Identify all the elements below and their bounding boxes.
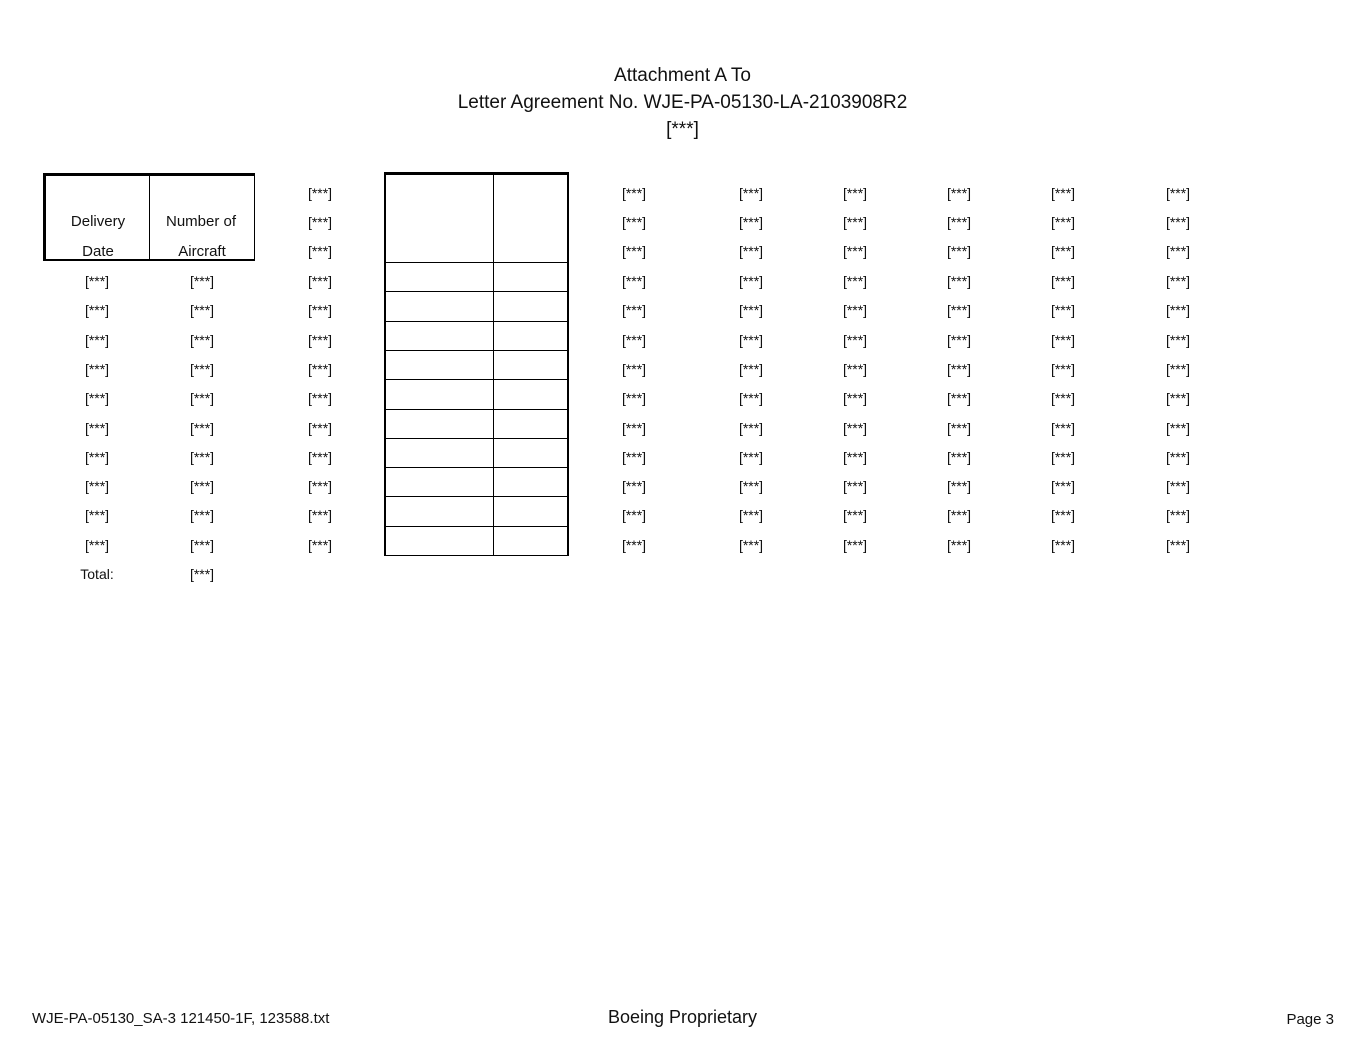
table-cell: [***] (84, 302, 110, 319)
table-cell: [***] (1050, 390, 1076, 407)
table-cell: [***] (842, 536, 868, 553)
table-cell: [***] (1165, 331, 1191, 348)
table-cell: [***] (842, 390, 868, 407)
table-cell: [***] (738, 331, 764, 348)
table-cell: [***] (1165, 360, 1191, 377)
grid-right-border (567, 173, 569, 556)
table-cell: [***] (1050, 214, 1076, 230)
grid-row-line (384, 291, 569, 292)
table-cell: [***] (307, 185, 333, 201)
table-cell: [***] (842, 185, 868, 201)
table-cell: [***] (189, 302, 215, 319)
table-cell: [***] (738, 185, 764, 201)
table-cell: [***] (946, 243, 972, 259)
table-cell: [***] (946, 507, 972, 524)
table-cell: [***] (621, 536, 647, 553)
table-cell: [***] (738, 214, 764, 230)
table-cell: [***] (1165, 302, 1191, 319)
number-of-aircraft-header-2: Aircraft (178, 243, 226, 260)
table-cell: [***] (189, 448, 215, 465)
table-cell: [***] (738, 302, 764, 319)
table-cell: [***] (1165, 419, 1191, 436)
table-cell: [***] (84, 331, 110, 348)
table-cell: [***] (946, 185, 972, 201)
table-cell: [***] (189, 536, 215, 553)
table-cell: [***] (621, 419, 647, 436)
grid-row-line (384, 496, 569, 497)
grid-row-line (384, 262, 569, 263)
table-cell: [***] (189, 331, 215, 348)
table-cell: [***] (946, 273, 972, 289)
table-cell: [***] (738, 243, 764, 259)
table-cell: [***] (738, 478, 764, 495)
table-cell: [***] (1050, 360, 1076, 377)
table-cell: [***] (307, 214, 333, 230)
table-cell: [***] (946, 302, 972, 319)
table-cell: [***] (621, 448, 647, 465)
table-cell: [***] (307, 536, 333, 553)
table-cell: [***] (621, 214, 647, 230)
table-cell: [***] (1050, 536, 1076, 553)
table-cell: [***] (1050, 448, 1076, 465)
table-cell: [***] (842, 243, 868, 259)
table-cell: [***] (842, 507, 868, 524)
table-cell: [***] (621, 507, 647, 524)
table-cell: [***] (307, 302, 333, 319)
table-cell: [***] (842, 214, 868, 230)
grid-row-line (384, 321, 569, 322)
table-cell: [***] (307, 507, 333, 524)
total-label: Total: (80, 566, 114, 582)
title-line-1: Attachment A To (614, 65, 751, 86)
table-cell: [***] (738, 419, 764, 436)
table-cell: [***] (1165, 478, 1191, 495)
total-value: [***] (189, 566, 215, 582)
table-cell: [***] (84, 507, 110, 524)
table-cell: [***] (307, 448, 333, 465)
table-cell: [***] (621, 478, 647, 495)
table-cell: [***] (842, 331, 868, 348)
table-cell: [***] (842, 273, 868, 289)
grid-row-line (384, 379, 569, 380)
grid-left-border (384, 173, 386, 556)
table-cell: [***] (842, 448, 868, 465)
title-line-3: [***] (666, 119, 699, 140)
table-cell: [***] (84, 536, 110, 553)
table-cell: [***] (738, 448, 764, 465)
grid-row-line (384, 438, 569, 439)
grid-row-line (384, 526, 569, 527)
table-cell: [***] (1050, 419, 1076, 436)
footer-document-reference: WJE-PA-05130_SA-3 121450-1F, 123588.txt (32, 1010, 330, 1027)
table-cell: [***] (946, 419, 972, 436)
table-cell: [***] (738, 360, 764, 377)
grid-middle-border (493, 173, 494, 556)
table-cell: [***] (738, 390, 764, 407)
table-cell: [***] (84, 273, 110, 289)
table-cell: [***] (621, 273, 647, 289)
table-cell: [***] (189, 273, 215, 289)
delivery-date-header-2: Date (82, 243, 114, 260)
table-cell: [***] (946, 478, 972, 495)
table-cell: [***] (1050, 507, 1076, 524)
table-cell: [***] (84, 390, 110, 407)
table-cell: [***] (189, 360, 215, 377)
table-cell: [***] (1165, 507, 1191, 524)
table-cell: [***] (1165, 448, 1191, 465)
table-cell: [***] (946, 448, 972, 465)
table-cell: [***] (307, 243, 333, 259)
table-cell: [***] (1050, 243, 1076, 259)
table-cell: [***] (738, 273, 764, 289)
table-cell: [***] (946, 536, 972, 553)
title-line-2: Letter Agreement No. WJE-PA-05130-LA-2103908R2 (457, 92, 908, 113)
table-cell: [***] (307, 419, 333, 436)
table-cell: [***] (307, 478, 333, 495)
table-cell: [***] (307, 390, 333, 407)
table-cell: [***] (1050, 478, 1076, 495)
table-cell: [***] (621, 243, 647, 259)
table-cell: [***] (1165, 243, 1191, 259)
table-cell: [***] (1165, 390, 1191, 407)
table-cell: [***] (189, 507, 215, 524)
table-cell: [***] (842, 478, 868, 495)
table-cell: [***] (1165, 185, 1191, 201)
table-cell: [***] (1165, 536, 1191, 553)
table-cell: [***] (189, 390, 215, 407)
table-cell: [***] (946, 390, 972, 407)
table-cell: [***] (1050, 302, 1076, 319)
table-cell: [***] (842, 302, 868, 319)
table-cell: [***] (842, 360, 868, 377)
table-cell: [***] (842, 419, 868, 436)
table-cell: [***] (1165, 273, 1191, 289)
table-cell: [***] (946, 331, 972, 348)
table-cell: [***] (946, 214, 972, 230)
table-cell: [***] (1050, 331, 1076, 348)
table-cell: [***] (621, 331, 647, 348)
grid-row-line (384, 350, 569, 351)
table-cell: [***] (621, 302, 647, 319)
table-cell: [***] (84, 448, 110, 465)
table-cell: [***] (621, 185, 647, 201)
table-cell: [***] (307, 331, 333, 348)
table-cell: [***] (84, 360, 110, 377)
number-of-aircraft-header-1: Number of (165, 213, 237, 230)
table-cell: [***] (1050, 185, 1076, 201)
grid-top-border (384, 172, 569, 175)
table-cell: [***] (738, 507, 764, 524)
table-cell: [***] (946, 360, 972, 377)
grid-row-line (384, 467, 569, 468)
grid-row-line (384, 409, 569, 410)
footer-proprietary: Boeing Proprietary (607, 1007, 758, 1027)
table-cell: [***] (189, 478, 215, 495)
table-cell: [***] (307, 360, 333, 377)
grid-row-line (384, 555, 569, 556)
table-cell: [***] (738, 536, 764, 553)
table-cell: [***] (84, 478, 110, 495)
table-cell: [***] (621, 360, 647, 377)
table-cell: [***] (189, 419, 215, 436)
table-cell: [***] (621, 390, 647, 407)
table-cell: [***] (1050, 273, 1076, 289)
table-cell: [***] (307, 273, 333, 289)
table-cell: [***] (1165, 214, 1191, 230)
table-cell: [***] (84, 419, 110, 436)
footer-page-number: Page 3 (1286, 1011, 1334, 1028)
delivery-date-header-1: Delivery (70, 213, 126, 230)
header-divider (149, 173, 150, 261)
